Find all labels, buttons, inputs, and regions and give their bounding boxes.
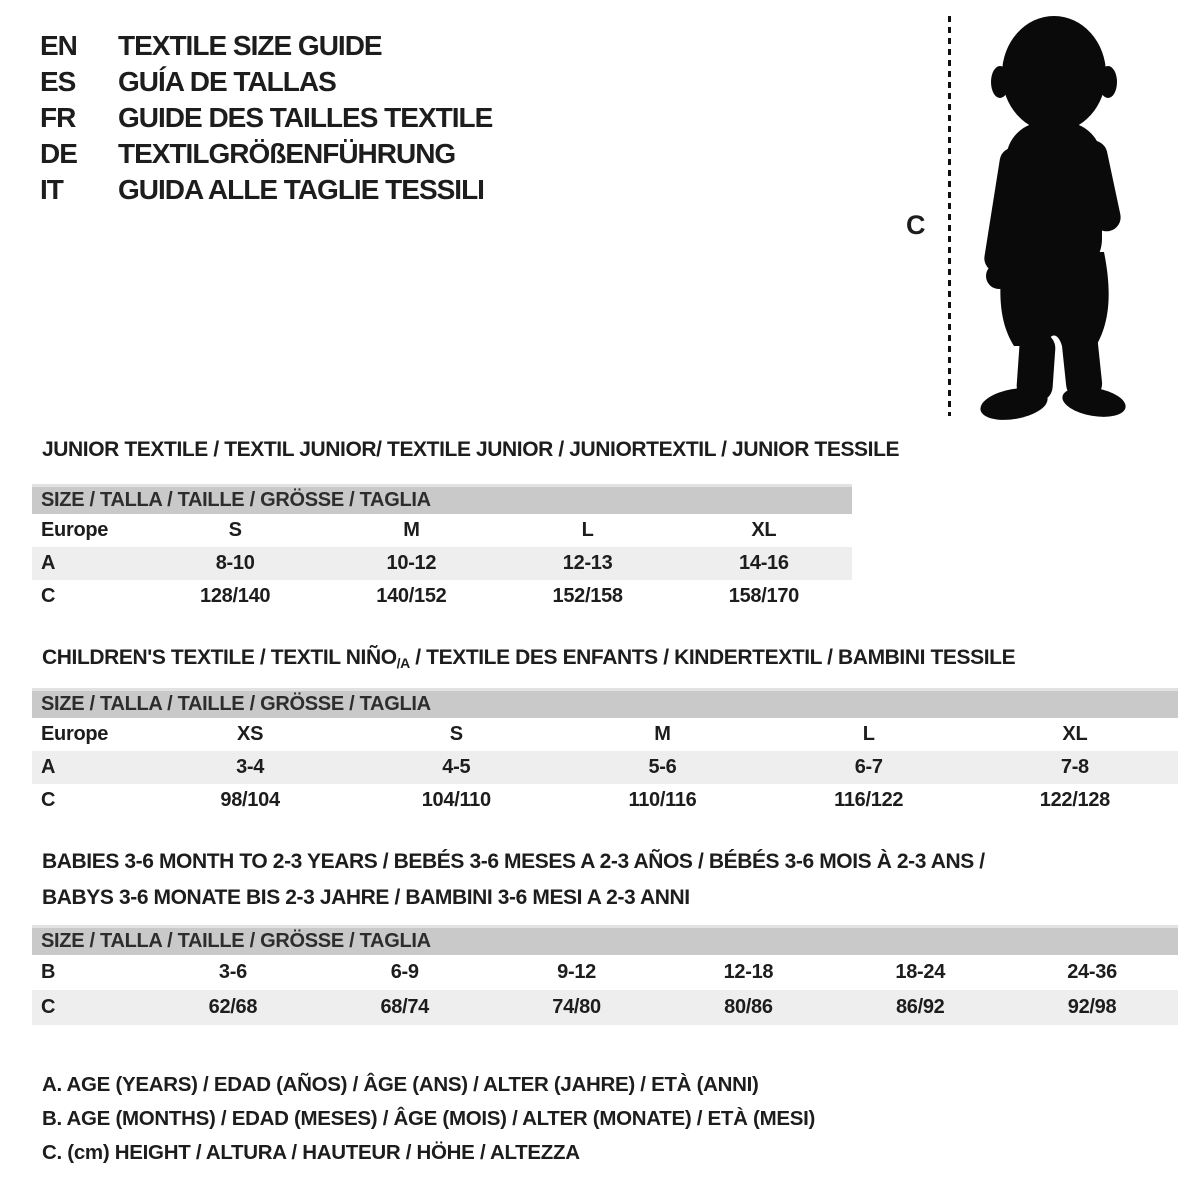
age-cell: 7-8 (1060, 756, 1089, 778)
lang-code: EN (40, 30, 77, 61)
table-row (32, 990, 1178, 1025)
babies-section-title-line2: BABYS 3-6 MONATE BIS 2-3 JAHRE / BAMBINI 3-6 MESI A 2-3 ANNI (42, 886, 690, 909)
lang-row-en (40, 28, 492, 64)
age-cell: 5-6 (648, 756, 677, 778)
children-title-suffix: / TEXTILE DES ENFANTS / KINDERTEXTIL / BAMBINI TESSILE (409, 646, 1016, 669)
junior-size-header-bar: SIZE / TALLA / TAILLE / GRÖSSE / TAGLIA (32, 484, 852, 514)
height-cell: 74/80 (552, 996, 601, 1018)
age-cell: 12-18 (723, 961, 774, 983)
children-size-table (32, 718, 1178, 817)
guide-title: GUIDE DES TAILLES TEXTILE (118, 102, 493, 133)
size-cell: L (581, 519, 594, 541)
age-cell: 14-16 (739, 552, 789, 574)
row-label: A (41, 756, 56, 778)
lang-row-es (40, 64, 492, 100)
table-row (32, 955, 1178, 990)
table-row (32, 718, 1178, 751)
babies-size-table (32, 955, 1178, 1025)
height-cell: 92/98 (1067, 996, 1117, 1018)
height-cell: 86/92 (895, 996, 945, 1018)
height-cell: 98/104 (220, 789, 280, 811)
children-title-prefix: CHILDREN'S TEXTILE / TEXTIL NIÑO (42, 646, 397, 669)
height-cell: 152/158 (552, 585, 623, 607)
lang-code: IT (40, 174, 63, 205)
age-cell: 6-7 (854, 756, 883, 778)
row-label: C (41, 789, 56, 811)
lang-row-fr (40, 100, 492, 136)
size-cell: M (654, 723, 671, 745)
language-title-block (40, 28, 492, 208)
measurement-legend (42, 1068, 815, 1170)
height-cell: 140/152 (376, 585, 447, 607)
guide-title: GUÍA DE TALLAS (118, 66, 336, 97)
table-row (32, 547, 852, 580)
row-label: A (41, 552, 56, 574)
size-cell: M (403, 519, 420, 541)
size-cell: XS (237, 723, 264, 745)
height-cell: 128/140 (200, 585, 271, 607)
age-cell: 4-5 (442, 756, 471, 778)
size-cell: S (228, 519, 242, 541)
lang-row-it (40, 172, 492, 208)
table-row (32, 580, 852, 613)
age-cell: 8-10 (215, 552, 255, 574)
height-cell: 104/110 (421, 789, 491, 811)
age-cell: 3-4 (236, 756, 265, 778)
age-cell: 12-13 (562, 552, 613, 574)
legend-line-b: B. AGE (MONTHS) / EDAD (MESES) / ÂGE (MOIS) / ALTER (MONATE) / ETÀ (MESI) (42, 1107, 816, 1130)
children-title-sub: /A (396, 655, 410, 671)
children-size-header-bar: SIZE / TALLA / TAILLE / GRÖSSE / TAGLIA (32, 688, 1178, 718)
legend-line-a: A. AGE (YEARS) / EDAD (AÑOS) / ÂGE (ANS) / ALTER (JAHRE) / ETÀ (ANNI) (42, 1073, 759, 1096)
lang-code: ES (40, 66, 76, 97)
height-cell: 116/122 (834, 789, 904, 811)
height-cell: 68/74 (380, 996, 430, 1018)
size-cell: S (449, 723, 463, 745)
junior-size-table (32, 514, 852, 613)
legend-line-c: C. (cm) HEIGHT / ALTURA / HAUTEUR / HÖHE / ALTEZZA (42, 1141, 580, 1164)
age-cell: 24-36 (1067, 961, 1117, 983)
table-row (32, 751, 1178, 784)
age-cell: 18-24 (895, 961, 946, 983)
lang-row-de (40, 136, 492, 172)
guide-title: TEXTILGRÖßENFÜHRUNG (118, 138, 456, 169)
height-cell: 62/68 (208, 996, 258, 1018)
height-cell: 122/128 (1039, 789, 1110, 811)
height-cell: 80/86 (724, 996, 773, 1018)
babies-section-title-line1: BABIES 3-6 MONTH TO 2-3 YEARS / BEBÉS 3-6 MESES A 2-3 AÑOS / BÉBÉS 3-6 MOIS À 2-3 ANS / (42, 850, 985, 873)
height-measure-dashed-line (948, 16, 951, 416)
row-label: Europe (41, 723, 109, 745)
age-cell: 3-6 (218, 961, 247, 983)
row-label: C (41, 996, 56, 1018)
size-cell: XL (751, 519, 777, 541)
size-cell: XL (1062, 723, 1088, 745)
babies-size-header-bar: SIZE / TALLA / TAILLE / GRÖSSE / TAGLIA (32, 925, 1178, 955)
child-silhouette-image (962, 14, 1144, 422)
guide-title: GUIDA ALLE TAGLIE TESSILI (118, 174, 484, 205)
age-cell: 6-9 (390, 961, 419, 983)
guide-title: TEXTILE SIZE GUIDE (118, 30, 382, 61)
lang-code: FR (40, 102, 76, 133)
lang-code: DE (40, 138, 77, 169)
table-row (32, 784, 1178, 817)
age-cell: 10-12 (386, 552, 437, 574)
height-cell: 158/170 (728, 585, 799, 607)
row-label: C (41, 585, 56, 607)
table-row (32, 514, 852, 547)
children-section-title (42, 646, 1015, 670)
size-cell: L (862, 723, 875, 745)
height-measure-label: C (906, 210, 926, 240)
age-cell: 9-12 (557, 961, 596, 983)
junior-section-title: JUNIOR TEXTILE / TEXTIL JUNIOR/ TEXTILE JUNIOR / JUNIORTEXTIL / JUNIOR TESSILE (42, 438, 900, 461)
height-cell: 110/116 (628, 789, 697, 811)
row-label: Europe (41, 519, 109, 541)
row-label: B (41, 961, 56, 983)
